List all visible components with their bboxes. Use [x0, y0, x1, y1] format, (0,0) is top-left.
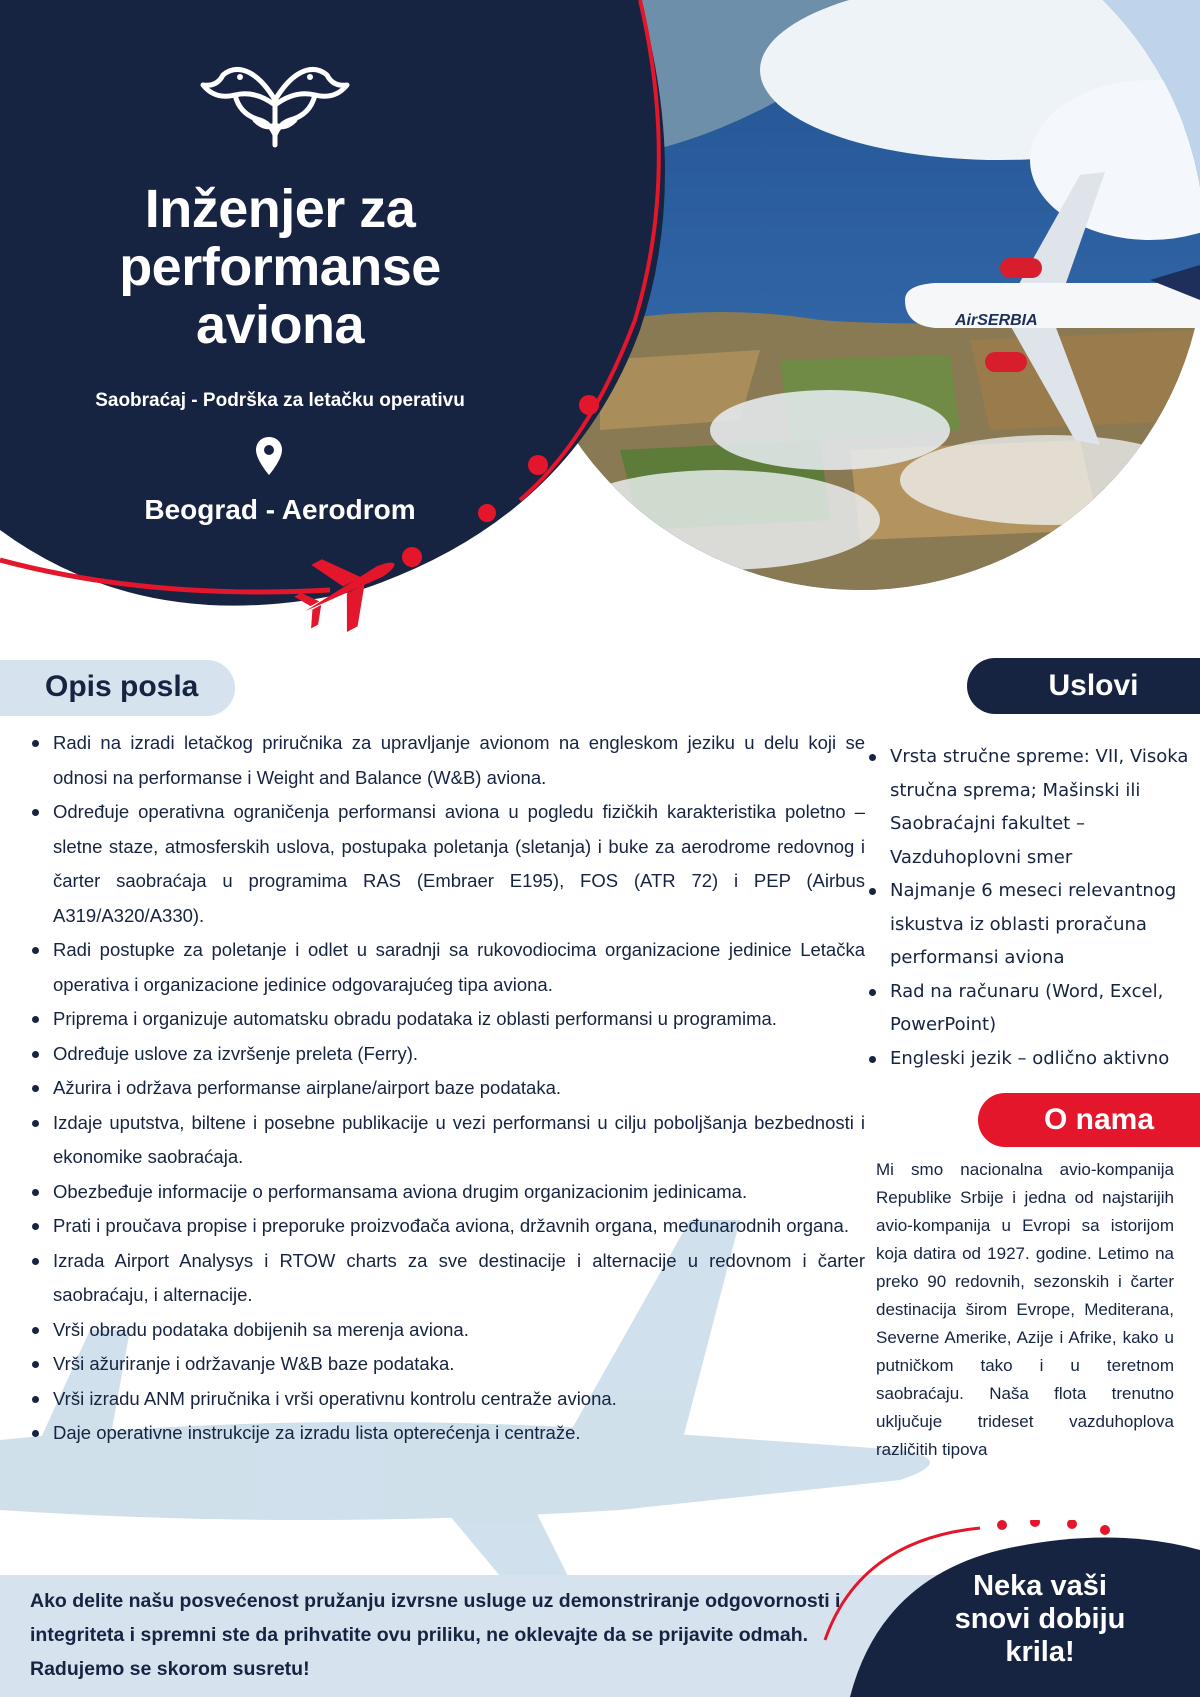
requirements-heading: Uslovi: [967, 658, 1200, 714]
plane-livery-text: AirSERBIA: [955, 312, 1038, 329]
list-item: Određuje operativna ograničenja performansi aviona u pogledu fizičkih karakteristika poletno – sletne staze, atmosferskih uslova, postupaka poletanja (sletanja) i buke za aerodrome redovnog i čarter saobraćaja u programima RAS (Embraer E195), FOS (ATR 72) i PEP (Airbus A319/A320/A330).: [53, 795, 865, 933]
list-item: Izdaje uputstva, biltene i posebne publikacije u vezi performansi u cilju poboljšanja bezbednosti i ekonomike saobraćaja.: [53, 1106, 865, 1175]
list-item: Obezbeđuje informacije o performansama aviona drugim organizacionim jedinicama.: [53, 1175, 865, 1210]
requirements-list: [868, 740, 1200, 1075]
list-item: Ažurira i održava performanse airplane/airport baze podataka.: [53, 1071, 865, 1106]
list-item: Izrada Airport Analysys i RTOW charts za sve destinacije i alternacije u redovnom i čarter saobraćaju, i alternacije.: [53, 1244, 865, 1313]
list-item: Najmanje 6 meseci relevantnog iskustva iz oblasti proračuna performansi aviona: [890, 874, 1200, 975]
closing-text: Ako delite našu posvećenost pružanju izvrsne usluge uz demonstriranje odgovornosti i integriteta i spremni ste da prihvatite ovu priliku, ne oklevajte da se prijavite odmah. Radujemo se skorom susretu!: [30, 1590, 841, 1680]
list-item: Rad na računaru (Word, Excel, PowerPoint): [890, 975, 1200, 1042]
airline-logo-icon: [195, 45, 355, 155]
job-description-heading: Opis posla: [0, 660, 235, 716]
about-heading: O nama: [978, 1093, 1200, 1147]
job-title: Inženjer za performanse aviona: [119, 179, 441, 355]
list-item: Vrsta stručne spreme: VII, Visoka stručna sprema; Mašinski ili Saobraćajni fakultet – Vazduhoplovni smer: [890, 740, 1200, 874]
slogan: Neka vaši snovi dobiju krila!: [954, 1570, 1126, 1668]
list-item: Prati i proučava propise i preporuke proizvođača aviona, državnih organa, međunarodnih organa.: [53, 1209, 865, 1244]
list-item: Vrši ažuriranje i održavanje W&B baze podataka.: [53, 1347, 865, 1382]
department-subtitle: Saobraćaj - Podrška za letačku operativu: [95, 390, 465, 411]
list-item: Vrši obradu podataka dobijenih sa merenja aviona.: [53, 1313, 865, 1348]
location-pin-icon: [254, 436, 284, 476]
list-item: Priprema i organizuje automatsku obradu podataka iz oblasti performansi u programima.: [53, 1002, 865, 1037]
list-item: Radi postupke za poletanje i odlet u saradnji sa rukovodiocima organizacione jedinice Letačka operativa i organizacione jedinice odgovarajućeg tipa aviona.: [53, 933, 865, 1002]
job-duties-list: [20, 726, 865, 1451]
list-item: Radi na izradi letačkog priručnika za upravljanje avionom na engleskom jeziku u delu koji se odnosi na performanse i Weight and Balance (W&B) aviona.: [53, 726, 865, 795]
list-item: Daje operativne instrukcije za izradu lista opterećenja i centraže.: [53, 1416, 865, 1451]
job-location: Beograd - Aerodrom: [144, 494, 416, 525]
list-item: Engleski jezik – odlično aktivno: [890, 1042, 1200, 1076]
about-text: Mi smo nacionalna avio-kompanija Republike Srbije i jedna od najstarijih avio-kompanija u Evropi sa istorijom koja datira od 1927. godine. Letimo na preko 90 redovnih, sezonskih i čarter destinacija širom Evrope, Mediterana, Severne Amerike, Azije i Afrike, kako u putničkom tako i u teretnom saobraćaju. Naša flota trenutno uključuje trideset vazduhoplova različitih tipova: [876, 1160, 1174, 1459]
list-item: Vrši izradu ANM priručnika i vrši operativnu kontrolu centraže aviona.: [53, 1382, 865, 1417]
list-item: Određuje uslove za izvršenje preleta (Ferry).: [53, 1037, 865, 1072]
